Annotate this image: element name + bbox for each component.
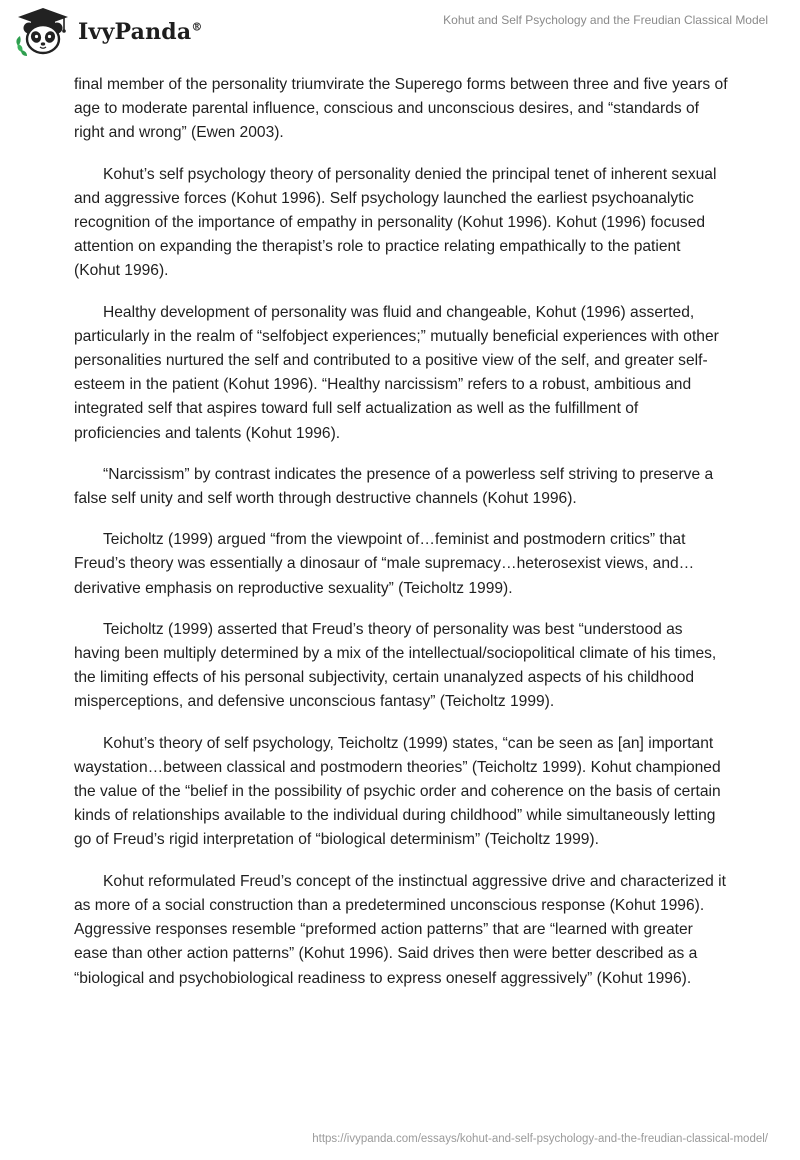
paragraph: Kohut reformulated Freud’s concept of the instinctual aggressive drive and characterized it as more of a social construction than a predetermined unconscious response (Kohut 1996). Aggressive responses resemble “preformed action patterns” that are “learned with greater ease than other action patterns” (Kohut 1996). Said drives then were better described as a “biological and psychobiological readiness to express oneself aggressively” (Kohut 1996). [74,872,726,987]
ivypanda-logo-link[interactable] [14,6,203,58]
paragraph: Teicholtz (1999) asserted that Freud’s theory of personality was best “understood as having been multiply determined by a mix of the intellectual/sociopolitical climate of his times, the limiting effects of his personal subjectivity, certain unanalyzed aspects of his childhood misperceptions, and defensive unconscious fantasy” (Teicholtz 1999). [74,620,717,711]
document-title: Kohut and Self Psychology and the Freudian Classical Model [443,13,768,27]
paragraph: Teicholtz (1999) argued “from the viewpoint of…feminist and postmodern critics” that Freud’s theory was essentially a dinosaur of “male supremacy…heterosexist views, and…derivative emphasis on reproductive sexuality” (Teicholtz 1999). [74,531,695,597]
page-header [0,0,800,64]
paragraph-continuation: final member of the personality triumvirate the Superego forms between three and five years of age to moderate parental influence, conscious and unconscious desires, and “standards of right and wrong” (Ewen 2003). [74,76,728,142]
paragraph: Kohut’s self psychology theory of personality denied the principal tenet of inherent sexual and aggressive forces (Kohut 1996). Self psychology launched the earliest psychoanalytic recognition of the importance of empathy in personality (Kohut 1996). Kohut (1996) focused attention on expanding the therapist’s role to practice relating empathically to the patient (Kohut 1996). [74,165,717,280]
paragraph: Healthy development of personality was fluid and changeable, Kohut (1996) asserted, particularly in the realm of “selfobject experiences;” mutually beneficial experiences with other personalities nurtured the self and contributed to a positive view of the self, and greater self-esteem in the patient (Kohut 1996). “Healthy narcissism” refers to a robust, ambitious and integrated self that aspires toward full self actualization as well as the fulfillment of proficiencies and talents (Kohut 1996). [74,303,719,442]
essay-body [74,73,728,1008]
panda-graduation-cap-icon [14,6,72,58]
registered-mark: ® [191,20,203,34]
source-url-link[interactable]: https://ivypanda.com/essays/kohut-and-self-psychology-and-the-freudian-classical-model/ [312,1133,768,1145]
brand-name-text: IvyPanda [78,19,192,45]
brand-name [78,19,203,45]
paragraph: “Narcissism” by contrast indicates the presence of a powerless self striving to preserve a false self unity and self worth through destructive channels (Kohut 1996). [74,465,714,508]
paragraph: Kohut’s theory of self psychology, Teicholtz (1999) states, “can be seen as [an] important waystation…between classical and postmodern theories” (Teicholtz 1999). Kohut championed the value of the “belief in the possibility of psychic order and coherence on the basis of certain kinds of relationships available to the individual during childhood” while simultaneously letting go of Freud’s rigid interpretation of “biological determinism” (Teicholtz 1999). [74,734,721,849]
